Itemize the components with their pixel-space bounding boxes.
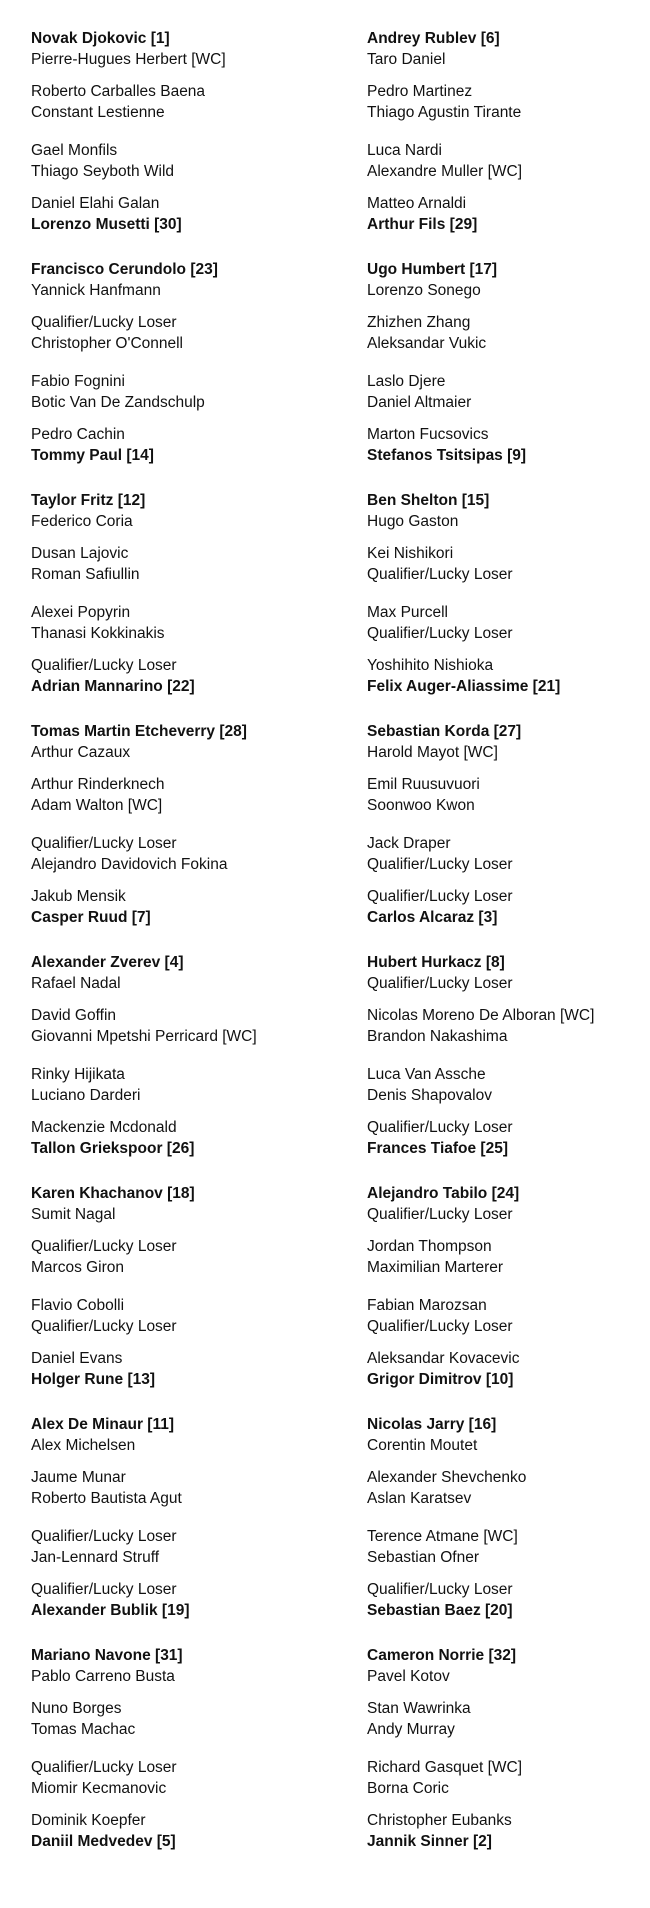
player-name: Fabio Fognini <box>31 373 125 390</box>
player-name: Terence Atmane [WC] <box>367 1528 518 1545</box>
player-name: Marcos Giron <box>31 1259 125 1276</box>
seeded-player-name: Tallon Griekspoor [26] <box>31 1140 195 1157</box>
player-name: Jordan Thompson <box>367 1238 492 1255</box>
match-pair <box>31 543 331 585</box>
seeded-player-name: Ugo Humbert [17] <box>367 261 498 278</box>
player-name: Luca Nardi <box>367 142 442 159</box>
player-name: Harold Mayot [WC] <box>367 744 498 761</box>
seeded-player-name: Jannik Sinner [2] <box>367 1833 492 1850</box>
player-name: Yannick Hanfmann <box>31 282 161 299</box>
seeded-player-name: Casper Ruud [7] <box>31 909 151 926</box>
player-name: Jakub Mensik <box>31 888 126 905</box>
match-pair <box>367 28 650 70</box>
player-name: Arthur Rinderknech <box>31 776 165 793</box>
player-name: Luca Van Assche <box>367 1066 486 1083</box>
player-name: Qualifier/Lucky Loser <box>31 835 177 852</box>
match-pair <box>31 1579 331 1621</box>
player-name: Christopher O'Connell <box>31 335 184 352</box>
player-name: Pedro Cachin <box>31 426 125 443</box>
player-name: Pablo Carreno Busta <box>31 1668 175 1685</box>
player-name: Brandon Nakashima <box>367 1028 508 1045</box>
match-pair <box>31 1467 331 1509</box>
seeded-player-name: Adrian Mannarino [22] <box>31 678 195 695</box>
seeded-player-name: Sebastian Baez [20] <box>367 1602 513 1619</box>
match-pair <box>31 1183 331 1225</box>
match-pair <box>31 1236 331 1278</box>
match-pair <box>367 312 650 354</box>
match-pair <box>367 193 650 235</box>
match-pair <box>367 1757 650 1799</box>
match-pair <box>367 424 650 466</box>
player-name: Kei Nishikori <box>367 545 454 562</box>
player-name: Corentin Moutet <box>367 1437 478 1454</box>
match-pair <box>367 1236 650 1278</box>
player-name: Soonwoo Kwon <box>367 797 475 814</box>
match-pair <box>367 886 650 928</box>
seeded-player-name: Stefanos Tsitsipas [9] <box>367 447 527 464</box>
match-pair <box>367 1467 650 1509</box>
draw-column-left <box>31 28 331 1876</box>
seeded-player-name: Hubert Hurkacz [8] <box>367 954 505 971</box>
player-name: Dominik Koepfer <box>31 1812 146 1829</box>
match-pair <box>367 1645 650 1687</box>
seeded-player-name: Sebastian Korda [27] <box>367 723 522 740</box>
player-name: Dusan Lajovic <box>31 545 129 562</box>
match-pair <box>31 1645 331 1687</box>
draw-section <box>31 259 331 466</box>
player-name: Giovanni Mpetshi Perricard [WC] <box>31 1028 257 1045</box>
seeded-player-name: Grigor Dimitrov [10] <box>367 1371 514 1388</box>
seeded-player-name: Holger Rune [13] <box>31 1371 156 1388</box>
draw-column-right <box>367 28 650 1876</box>
player-name: Thiago Seyboth Wild <box>31 163 175 180</box>
player-name: Christopher Eubanks <box>367 1812 512 1829</box>
player-name: Andy Murray <box>367 1721 455 1738</box>
match-pair <box>367 602 650 644</box>
player-name: Roman Safiullin <box>31 566 140 583</box>
seeded-player-name: Andrey Rublev [6] <box>367 30 500 47</box>
match-pair <box>367 490 650 532</box>
match-pair <box>367 833 650 875</box>
player-name: Aleksandar Kovacevic <box>367 1350 520 1367</box>
match-pair <box>367 1064 650 1106</box>
player-name: Qualifier/Lucky Loser <box>367 1119 513 1136</box>
player-name: Rafael Nadal <box>31 975 121 992</box>
player-name: Daniel Elahi Galan <box>31 195 160 212</box>
player-name: Qualifier/Lucky Loser <box>31 657 177 674</box>
player-name: Taro Daniel <box>367 51 446 68</box>
seeded-player-name: Arthur Fils [29] <box>367 216 478 233</box>
draw-section <box>367 1414 650 1621</box>
player-name: Roberto Bautista Agut <box>31 1490 182 1507</box>
match-pair <box>367 774 650 816</box>
player-name: Thiago Agustin Tirante <box>367 104 522 121</box>
match-pair <box>31 721 331 763</box>
seeded-player-name: Cameron Norrie [32] <box>367 1647 517 1664</box>
draw-section <box>367 952 650 1159</box>
match-pair <box>31 1117 331 1159</box>
player-name: Jaume Munar <box>31 1469 126 1486</box>
draw-section <box>31 1414 331 1621</box>
draw-section <box>31 28 331 235</box>
match-pair <box>367 1810 650 1852</box>
match-pair <box>31 140 331 182</box>
match-pair <box>367 543 650 585</box>
player-name: Rinky Hijikata <box>31 1066 125 1083</box>
match-pair <box>31 259 331 301</box>
match-pair <box>31 312 331 354</box>
match-pair <box>31 1810 331 1852</box>
seeded-player-name: Mariano Navone [31] <box>31 1647 183 1664</box>
match-pair <box>31 1526 331 1568</box>
seeded-player-name: Lorenzo Musetti [30] <box>31 216 182 233</box>
match-pair <box>31 833 331 875</box>
player-name: Fabian Marozsan <box>367 1297 487 1314</box>
player-name: Federico Coria <box>31 513 133 530</box>
seeded-player-name: Francisco Cerundolo [23] <box>31 261 218 278</box>
player-name: Miomir Kecmanovic <box>31 1780 167 1797</box>
player-name: Qualifier/Lucky Loser <box>367 856 513 873</box>
player-name: Qualifier/Lucky Loser <box>367 1206 513 1223</box>
draw-section <box>367 490 650 697</box>
match-pair <box>367 140 650 182</box>
player-name: Qualifier/Lucky Loser <box>367 888 513 905</box>
player-name: Daniel Altmaier <box>367 394 472 411</box>
seeded-player-name: Carlos Alcaraz [3] <box>367 909 498 926</box>
match-pair <box>367 1348 650 1390</box>
player-name: Lorenzo Sonego <box>367 282 481 299</box>
match-pair <box>367 1526 650 1568</box>
match-pair <box>31 81 331 123</box>
player-name: Qualifier/Lucky Loser <box>367 975 513 992</box>
match-pair <box>31 655 331 697</box>
player-name: Aslan Karatsev <box>367 1490 472 1507</box>
player-name: Qualifier/Lucky Loser <box>31 1528 177 1545</box>
match-pair <box>31 1005 331 1047</box>
player-name: Aleksandar Vukic <box>367 335 487 352</box>
seeded-player-name: Alexander Zverev [4] <box>31 954 184 971</box>
player-name: Sebastian Ofner <box>367 1549 480 1566</box>
player-name: Alexander Shevchenko <box>367 1469 527 1486</box>
player-name: Alexandre Muller [WC] <box>367 163 523 180</box>
draw-section <box>367 721 650 928</box>
match-pair <box>31 886 331 928</box>
player-name: Qualifier/Lucky Loser <box>31 1318 177 1335</box>
match-pair <box>31 1348 331 1390</box>
match-pair <box>367 721 650 763</box>
draw-section <box>367 1645 650 1852</box>
seeded-player-name: Nicolas Jarry [16] <box>367 1416 497 1433</box>
player-name: Alexei Popyrin <box>31 604 131 621</box>
player-name: Adam Walton [WC] <box>31 797 163 814</box>
player-name: Qualifier/Lucky Loser <box>31 314 177 331</box>
match-pair <box>367 259 650 301</box>
player-name: Thanasi Kokkinakis <box>31 625 165 642</box>
draw-section <box>367 28 650 235</box>
player-name: Mackenzie Mcdonald <box>31 1119 177 1136</box>
draw-section <box>31 1645 331 1852</box>
player-name: David Goffin <box>31 1007 117 1024</box>
player-name: Daniel Evans <box>31 1350 123 1367</box>
player-name: Max Purcell <box>367 604 448 621</box>
player-name: Roberto Carballes Baena <box>31 83 206 100</box>
player-name: Marton Fucsovics <box>367 426 489 443</box>
seeded-player-name: Novak Djokovic [1] <box>31 30 170 47</box>
player-name: Botic Van De Zandschulp <box>31 394 205 411</box>
match-pair <box>367 1414 650 1456</box>
match-pair <box>31 1757 331 1799</box>
player-name: Arthur Cazaux <box>31 744 131 761</box>
match-pair <box>367 952 650 994</box>
seeded-player-name: Frances Tiafoe [25] <box>367 1140 508 1157</box>
player-name: Qualifier/Lucky Loser <box>31 1238 177 1255</box>
player-name: Alex Michelsen <box>31 1437 136 1454</box>
player-name: Matteo Arnaldi <box>367 195 467 212</box>
player-name: Jan-Lennard Struff <box>31 1549 160 1566</box>
match-pair <box>31 774 331 816</box>
seeded-player-name: Taylor Fritz [12] <box>31 492 146 509</box>
player-name: Yoshihito Nishioka <box>367 657 494 674</box>
player-name: Hugo Gaston <box>367 513 459 530</box>
seeded-player-name: Alejandro Tabilo [24] <box>367 1185 520 1202</box>
player-name: Gael Monfils <box>31 142 118 159</box>
player-name: Qualifier/Lucky Loser <box>31 1581 177 1598</box>
player-name: Qualifier/Lucky Loser <box>367 1318 513 1335</box>
match-pair <box>31 193 331 235</box>
player-name: Sumit Nagal <box>31 1206 116 1223</box>
match-pair <box>367 1117 650 1159</box>
player-name: Stan Wawrinka <box>367 1700 471 1717</box>
player-name: Nuno Borges <box>31 1700 122 1717</box>
player-name: Constant Lestienne <box>31 104 165 121</box>
player-name: Richard Gasquet [WC] <box>367 1759 523 1776</box>
match-pair <box>31 28 331 70</box>
draw-section <box>367 1183 650 1390</box>
draw-section <box>31 952 331 1159</box>
player-name: Qualifier/Lucky Loser <box>367 566 513 583</box>
match-pair <box>31 1698 331 1740</box>
player-name: Pavel Kotov <box>367 1668 450 1685</box>
match-pair <box>367 1579 650 1621</box>
match-pair <box>31 1414 331 1456</box>
seeded-player-name: Alexander Bublik [19] <box>31 1602 190 1619</box>
match-pair <box>367 655 650 697</box>
match-pair <box>367 1698 650 1740</box>
player-name: Alejandro Davidovich Fokina <box>31 856 228 873</box>
seeded-player-name: Karen Khachanov [18] <box>31 1185 195 1202</box>
player-name: Qualifier/Lucky Loser <box>367 1581 513 1598</box>
draw-section <box>31 490 331 697</box>
seeded-player-name: Felix Auger-Aliassime [21] <box>367 678 561 695</box>
match-pair <box>367 1295 650 1337</box>
seeded-player-name: Alex De Minaur [11] <box>31 1416 174 1433</box>
match-pair <box>367 81 650 123</box>
match-pair <box>367 1183 650 1225</box>
draw-section <box>367 259 650 466</box>
seeded-player-name: Ben Shelton [15] <box>367 492 490 509</box>
player-name: Emil Ruusuvuori <box>367 776 480 793</box>
player-name: Flavio Cobolli <box>31 1297 125 1314</box>
player-name: Zhizhen Zhang <box>367 314 471 331</box>
player-name: Jack Draper <box>367 835 451 852</box>
draw-section <box>31 721 331 928</box>
player-name: Laslo Djere <box>367 373 446 390</box>
match-pair <box>31 424 331 466</box>
match-pair <box>31 1064 331 1106</box>
player-name: Denis Shapovalov <box>367 1087 492 1104</box>
seeded-player-name: Tommy Paul [14] <box>31 447 154 464</box>
match-pair <box>31 602 331 644</box>
match-pair <box>31 1295 331 1337</box>
match-pair <box>31 952 331 994</box>
match-pair <box>367 371 650 413</box>
draw-section <box>31 1183 331 1390</box>
player-name: Qualifier/Lucky Loser <box>367 625 513 642</box>
player-name: Nicolas Moreno De Alboran [WC] <box>367 1007 595 1024</box>
match-pair <box>367 1005 650 1047</box>
match-pair <box>31 490 331 532</box>
seeded-player-name: Tomas Martin Etcheverry [28] <box>31 723 247 740</box>
seeded-player-name: Daniil Medvedev [5] <box>31 1833 176 1850</box>
player-name: Pedro Martinez <box>367 83 473 100</box>
player-name: Maximilian Marterer <box>367 1259 504 1276</box>
player-name: Pierre-Hugues Herbert [WC] <box>31 51 226 68</box>
player-name: Qualifier/Lucky Loser <box>31 1759 177 1776</box>
player-name: Luciano Darderi <box>31 1087 141 1104</box>
player-name: Borna Coric <box>367 1780 449 1797</box>
match-pair <box>31 371 331 413</box>
player-name: Tomas Machac <box>31 1721 136 1738</box>
